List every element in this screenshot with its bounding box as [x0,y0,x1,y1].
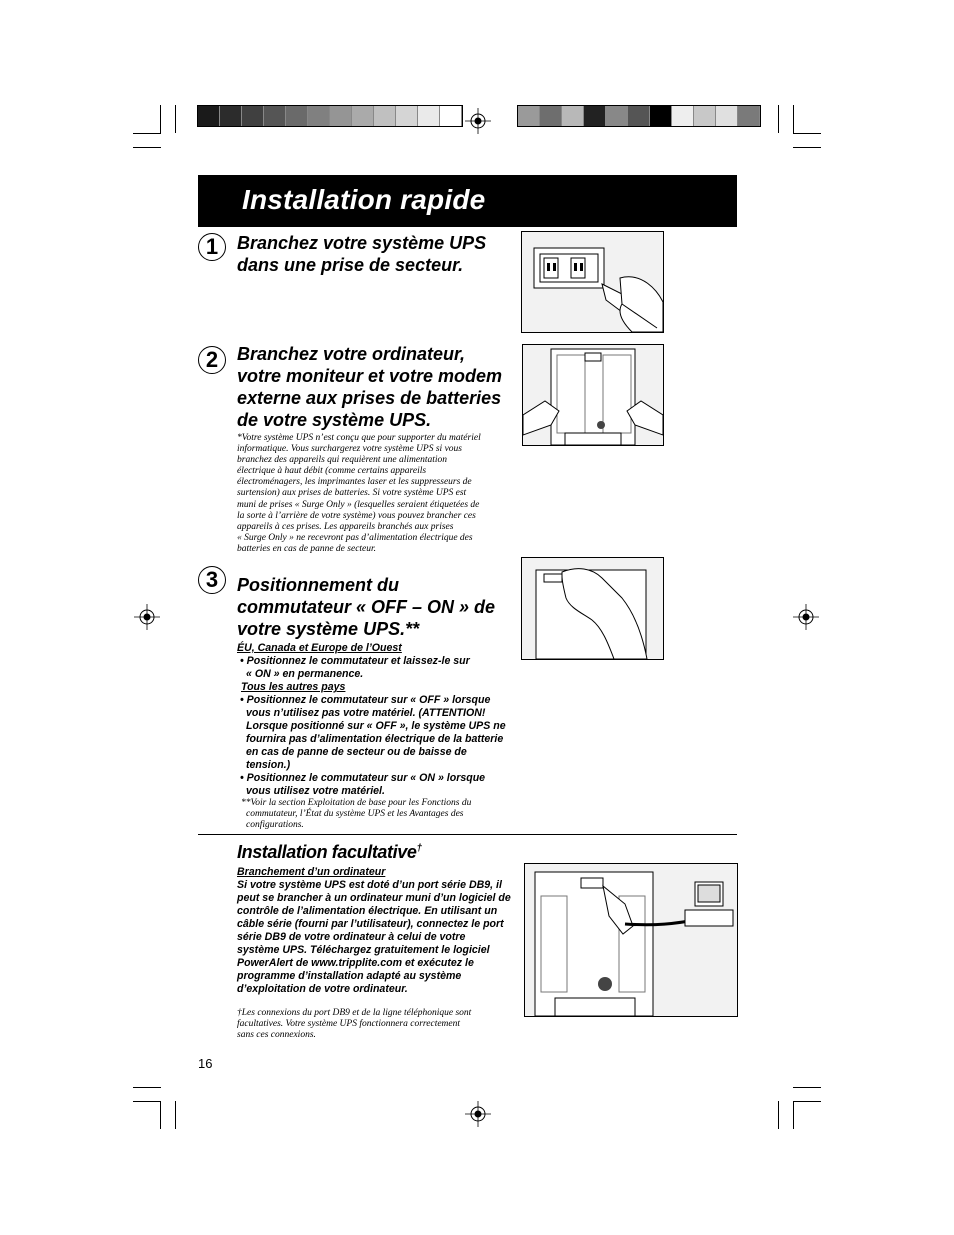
color-swatch [672,106,694,126]
color-swatch [264,106,286,126]
step-2-heading: Branchez votre ordinateur, votre moniteur et votre modem externe aux prises de batteries de votre système UPS. [237,344,503,430]
color-swatch [562,106,584,126]
step-3-heading: Positionnement du commutateur « OFF – ON » de votre système UPS.** [237,575,496,639]
color-swatch [628,106,650,126]
color-swatch [540,106,562,126]
optional-footnote: †Les connexions du port DB9 et de la ligne téléphonique sont facultatives. Votre système UPS fonctionnera correctement sans ces connexions. [237,1008,472,1041]
color-swatch [308,106,330,126]
color-swatch [738,106,760,126]
registration-mark-icon [465,108,491,134]
color-swatch [606,106,628,126]
color-swatch [694,106,716,126]
color-swatch [518,106,540,126]
color-swatch [716,106,738,126]
color-swatch [650,106,672,126]
registration-mark-icon [134,604,160,630]
step-3-number: 3 [198,566,226,594]
step-1-heading: Branchez votre système UPS dans une prise de secteur. [237,233,487,275]
color-swatch [396,106,418,126]
step-3-instructions: ÉU, Canada et Europe de l’Ouest • Positionnez le commutateur et laissez-le sur « ON » en permanence. Tous les autres pays • Positionnez le commutateur sur « OFF » lorsque vous n’utilisez pas votre matériel. (ATTENTION! Lorsque positionné sur « OFF », le système UPS ne fournira pas d’alimentation électrique de la batterie en cas de panne de secteur ou de baisse de tension.) • Positionnez le commutateur sur « ON » lorsque vous utilisez votre matériel. [237,642,527,798]
optional-heading: Installation facultative† [237,842,422,862]
step-3-footnote: **Voir la section Exploitation de base pour les Fonctions du commutateur, l’État du système UPS et les Avantages des configurations. [241,798,472,831]
ups-switch-illustration [521,557,664,660]
color-swatch [286,106,308,126]
color-calibration-bar-right [517,105,761,127]
color-swatch [374,106,396,126]
color-swatch [440,106,462,126]
step-1-number: 1 [198,233,226,261]
wall-outlet-illustration [521,231,664,333]
color-swatch [242,106,264,126]
title-bar [198,175,737,227]
color-calibration-bar-left [197,105,463,127]
color-swatch [584,106,606,126]
step-2-note: *Votre système UPS n’est conçu que pour supporter du matériel informatique. Vous surchargerez votre système UPS si vous branchez des appareils qui requièrent une alimentation électrique à haut débit (comme certains appareils électroménagers, les imprimantes laser et les suppresseurs de surtension) aux prises de batteries. Si votre système UPS est muni de prises « Surge Only » (lesquelles seraient étiquetées de la sorte à l’arrière de votre système) vous pouvez brancher ces appareils à ces prises. Les appareils branchés aux prises « Surge Only » ne recevront pas d’alimentation électrique des batteries en cas de panne de secteur. [237,433,481,554]
color-swatch [330,106,352,126]
page-title: Installation rapide [242,184,486,215]
ups-rear-outlets-illustration [522,344,664,446]
section-divider [198,834,737,835]
optional-body: Branchement d’un ordinateur Si votre système UPS est doté d’un port série DB9, il peut se brancher à un ordinateur muni d’un logiciel de contrôle de l’alimentation électrique. En utilisant un câble série (fourni par l’utilisateur), connectez le port série DB9 de votre ordinateur à celui de votre système UPS. Téléchargez gratuitement le logiciel PowerAlert de www.tripplite.com et exécutez le programme d’installation adapté au système d’exploitation de votre ordinateur. [237,866,527,996]
region-1-label: ÉU, Canada et Europe de l’Ouest [237,642,402,654]
page-number: 16 [198,1056,213,1071]
step-2-number: 2 [198,346,226,374]
color-swatch [352,106,374,126]
color-swatch [220,106,242,126]
region-2-label: Tous les autres pays [241,681,346,693]
optional-subheading: Branchement d’un ordinateur [237,866,386,878]
color-swatch [418,106,440,126]
color-swatch [198,106,220,126]
registration-mark-icon [465,1101,491,1127]
ups-serial-connection-illustration [524,863,738,1017]
registration-mark-icon [793,604,819,630]
